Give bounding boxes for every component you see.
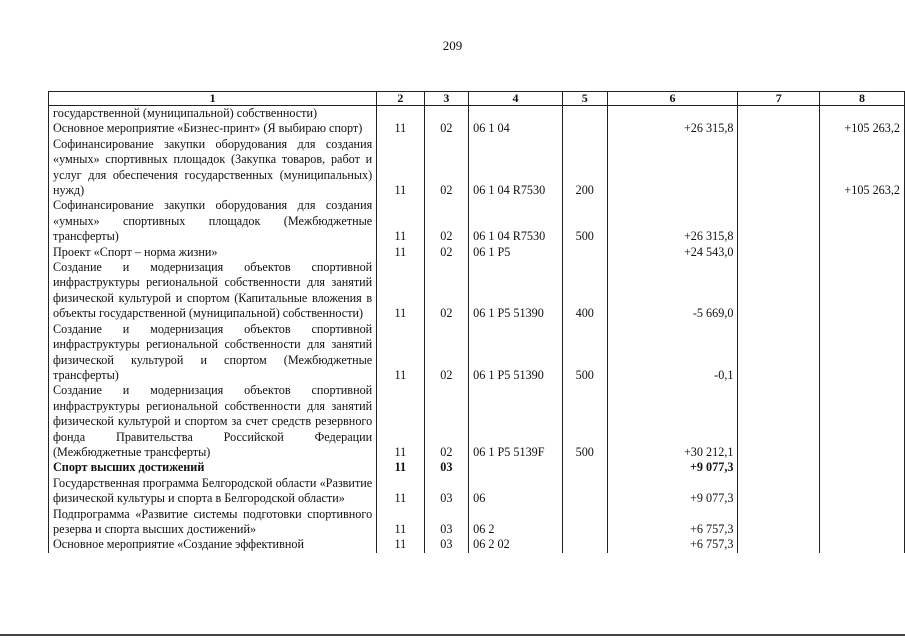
table-row — [49, 383, 905, 460]
cell-expense-type — [562, 507, 607, 538]
cell-name: Софинансирование закупки оборудования для создания «умных» спортивных площадок (Межбюджетные трансферты) — [49, 198, 377, 244]
cell-subsection: 03 — [424, 476, 468, 507]
cell-name: государственной (муниципальной) собственности) — [49, 106, 377, 122]
cell-section: 11 — [377, 198, 424, 244]
cell-amount-7 — [738, 198, 820, 244]
cell-target-article: 06 2 02 — [469, 537, 563, 552]
cell-amount-6 — [607, 106, 738, 122]
table-row — [49, 507, 905, 538]
cell-subsection: 03 — [424, 507, 468, 538]
cell-target-article: 06 1 04 — [469, 121, 563, 136]
table-row — [49, 245, 905, 260]
cell-target-article — [469, 460, 563, 475]
cell-section — [377, 106, 424, 122]
cell-subsection: 02 — [424, 245, 468, 260]
column-header-5: 5 — [562, 92, 607, 106]
cell-amount-7 — [738, 260, 820, 322]
cell-expense-type: 400 — [562, 260, 607, 322]
cell-amount-7 — [738, 137, 820, 199]
scan-edge-line — [0, 634, 905, 636]
column-header-4: 4 — [469, 92, 563, 106]
table-row — [49, 322, 905, 384]
cell-name: Основное мероприятие «Бизнес-принт» (Я выбираю спорт) — [49, 121, 377, 136]
column-header-3: 3 — [424, 92, 468, 106]
cell-expense-type — [562, 106, 607, 122]
cell-amount-6: +24 543,0 — [607, 245, 738, 260]
cell-name: Подпрограмма «Развитие системы подготовки спортивного резерва и спорта высших достижений» — [49, 507, 377, 538]
cell-amount-8 — [820, 198, 905, 244]
cell-section: 11 — [377, 137, 424, 199]
table-row — [49, 121, 905, 136]
cell-section: 11 — [377, 476, 424, 507]
cell-subsection: 02 — [424, 322, 468, 384]
cell-subsection: 02 — [424, 198, 468, 244]
column-header-2: 2 — [377, 92, 424, 106]
cell-expense-type — [562, 121, 607, 136]
cell-target-article: 06 1 04 R7530 — [469, 137, 563, 199]
cell-section: 11 — [377, 537, 424, 552]
cell-expense-type — [562, 476, 607, 507]
cell-target-article: 06 1 P5 — [469, 245, 563, 260]
cell-target-article: 06 1 P5 5139F — [469, 383, 563, 460]
cell-amount-6 — [607, 137, 738, 199]
cell-amount-6: -0,1 — [607, 322, 738, 384]
cell-subsection: 02 — [424, 260, 468, 322]
cell-expense-type: 500 — [562, 198, 607, 244]
cell-amount-7 — [738, 245, 820, 260]
column-header-6: 6 — [607, 92, 738, 106]
cell-amount-6: +26 315,8 — [607, 121, 738, 136]
cell-target-article: 06 1 P5 51390 — [469, 322, 563, 384]
cell-amount-8 — [820, 322, 905, 384]
cell-amount-7 — [738, 507, 820, 538]
cell-expense-type — [562, 537, 607, 552]
table-body — [49, 106, 905, 553]
cell-amount-7 — [738, 460, 820, 475]
cell-name: Спорт высших достижений — [49, 460, 377, 475]
cell-amount-6: +26 315,8 — [607, 198, 738, 244]
cell-section: 11 — [377, 260, 424, 322]
cell-section: 11 — [377, 245, 424, 260]
page-number: 209 — [442, 38, 463, 53]
cell-amount-6: +9 077,3 — [607, 476, 738, 507]
cell-name: Софинансирование закупки оборудования для создания «умных» спортивных площадок (Закупка товаров, работ и услуг для обеспечения государственных (муниципальных) нужд) — [49, 137, 377, 199]
cell-amount-7 — [738, 383, 820, 460]
cell-name: Создание и модернизация объектов спортивной инфраструктуры региональной собственности для занятий физической культурой и спортом (Межбюджетные трансферты) — [49, 322, 377, 384]
cell-section: 11 — [377, 383, 424, 460]
column-header-8: 8 — [820, 92, 905, 106]
cell-name: Основное мероприятие «Создание эффективной — [49, 537, 377, 552]
cell-amount-8 — [820, 537, 905, 552]
cell-section: 11 — [377, 322, 424, 384]
column-header-7: 7 — [738, 92, 820, 106]
cell-subsection: 03 — [424, 537, 468, 552]
cell-name: Проект «Спорт – норма жизни» — [49, 245, 377, 260]
cell-amount-6: -5 669,0 — [607, 260, 738, 322]
cell-amount-8 — [820, 460, 905, 475]
cell-amount-7 — [738, 106, 820, 122]
cell-section: 11 — [377, 121, 424, 136]
cell-name: Государственная программа Белгородской области «Развитие физической культуры и спорта в Белгородской области» — [49, 476, 377, 507]
cell-amount-8 — [820, 106, 905, 122]
cell-amount-6: +6 757,3 — [607, 507, 738, 538]
cell-section: 11 — [377, 507, 424, 538]
cell-amount-8 — [820, 476, 905, 507]
table-row — [49, 137, 905, 199]
table-header-row — [49, 92, 905, 106]
cell-amount-7 — [738, 476, 820, 507]
cell-amount-8 — [820, 260, 905, 322]
cell-amount-6: +30 212,1 — [607, 383, 738, 460]
cell-amount-8 — [820, 507, 905, 538]
cell-amount-6: +9 077,3 — [607, 460, 738, 475]
cell-amount-6: +6 757,3 — [607, 537, 738, 552]
cell-amount-8 — [820, 383, 905, 460]
cell-subsection — [424, 106, 468, 122]
table-row — [49, 260, 905, 322]
cell-expense-type: 200 — [562, 137, 607, 199]
cell-subsection: 02 — [424, 121, 468, 136]
cell-subsection: 03 — [424, 460, 468, 475]
cell-expense-type: 500 — [562, 322, 607, 384]
table-row — [49, 460, 905, 475]
table-row — [49, 106, 905, 122]
cell-target-article: 06 — [469, 476, 563, 507]
cell-section: 11 — [377, 460, 424, 475]
cell-target-article: 06 1 P5 51390 — [469, 260, 563, 322]
cell-amount-7 — [738, 121, 820, 136]
cell-amount-8: +105 263,2 — [820, 121, 905, 136]
cell-subsection: 02 — [424, 383, 468, 460]
cell-name: Создание и модернизация объектов спортивной инфраструктуры региональной собственности для занятий физической культурой и спортом за счет средств резервного фонда Правительства Российской Федерации (Межбюджетные трансферты) — [49, 383, 377, 460]
table-row — [49, 537, 905, 552]
column-header-1: 1 — [49, 92, 377, 106]
cell-expense-type — [562, 460, 607, 475]
cell-amount-8 — [820, 245, 905, 260]
table-row — [49, 198, 905, 244]
cell-target-article: 06 1 04 R7530 — [469, 198, 563, 244]
cell-amount-8: +105 263,2 — [820, 137, 905, 199]
cell-target-article: 06 2 — [469, 507, 563, 538]
cell-amount-7 — [738, 537, 820, 552]
cell-name: Создание и модернизация объектов спортивной инфраструктуры региональной собственности для занятий физической культурой и спортом (Капитальные вложения в объекты государственной (муниципальной) собственности) — [49, 260, 377, 322]
cell-expense-type — [562, 245, 607, 260]
table-row — [49, 476, 905, 507]
budget-table — [48, 91, 905, 553]
cell-expense-type: 500 — [562, 383, 607, 460]
cell-amount-7 — [738, 322, 820, 384]
cell-subsection: 02 — [424, 137, 468, 199]
cell-target-article — [469, 106, 563, 122]
